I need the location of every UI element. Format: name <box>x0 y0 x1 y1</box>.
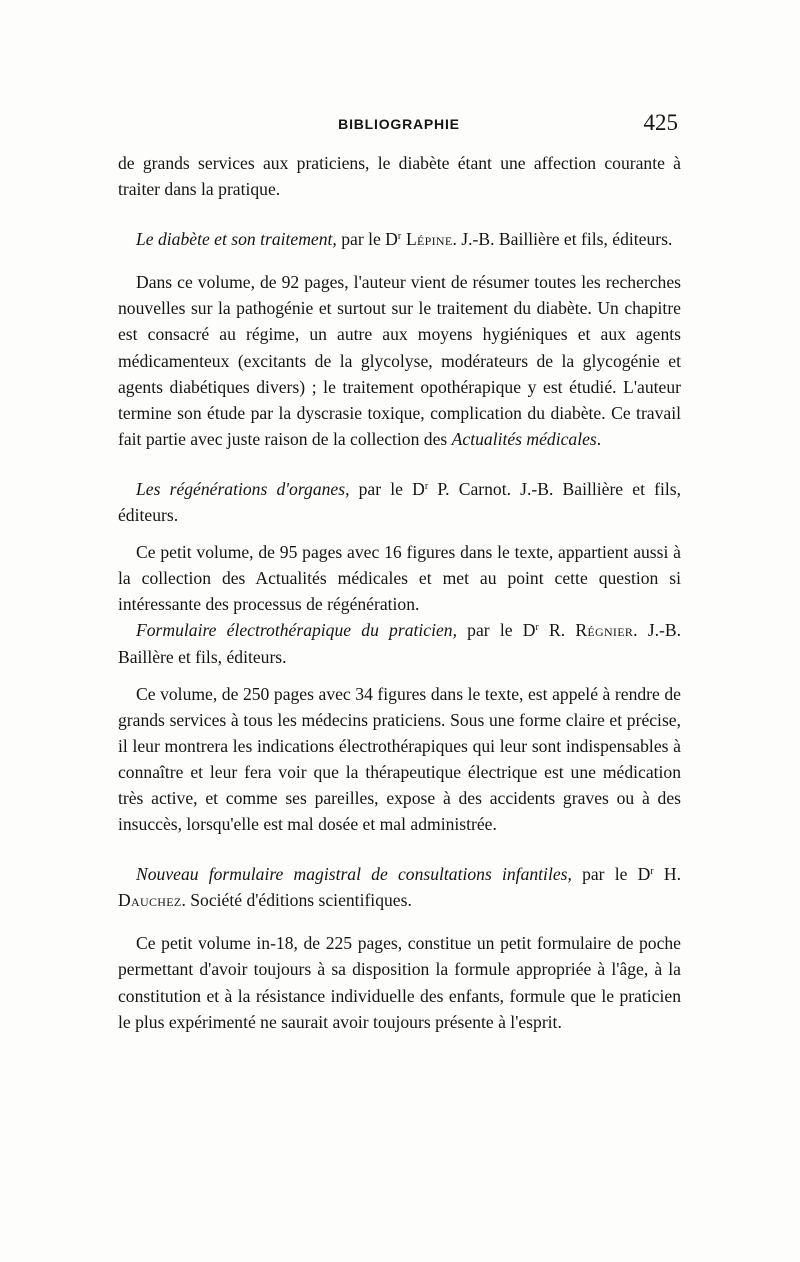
review-1-dr-sup: r <box>397 231 402 243</box>
text-block <box>118 150 681 1035</box>
review-3-body: Ce volume, de 250 pages avec 34 figures dans le texte, est appelé à rendre de grands services à tous les médecins praticiens. Sous une forme claire et précise, il leur montrera les indications électrothérapiques qui leur sont indispensables à connaître et leur fera voir que la thérapeutique électrique est une médication très active, et comme ses pareilles, expose à des accidents graves ou à des insuccès, lorsqu'elle est mal dosée et mal administrée. <box>118 683 681 835</box>
review-1-by: par le D <box>336 229 398 250</box>
review-4-dr-sup: r <box>650 866 654 878</box>
review-4-publisher: . Société d'éditions scientifiques. <box>181 890 412 911</box>
review-4-initial: H. <box>653 864 681 885</box>
review-2-title: Les régénérations d'organes, <box>136 478 350 499</box>
review-2-dr-sup: r <box>424 480 429 492</box>
review-2-rest: P. Carnot. J.-B. Baillière et fils, éditeurs. <box>118 478 681 526</box>
review-1-title: Le diabète et son traitement, <box>136 229 337 250</box>
review-1-publisher: . J.-B. Baillière et fils, éditeurs. <box>452 229 673 250</box>
page-number: 425 <box>643 110 678 135</box>
review-4-author: Dauchez <box>118 890 182 911</box>
review-2-body: Ce petit volume, de 95 pages avec 16 figures dans le texte, appartient aussi à la collection des Actualités médicales et met au point cette question si intéressante des processus de régénération. <box>118 542 681 615</box>
review-4-by: par le D <box>571 864 651 885</box>
running-head <box>118 110 680 142</box>
review-3-by: par le D <box>456 620 536 641</box>
review-1-heading <box>118 226 681 252</box>
review-3-publisher: . J.-B. Baillère et fils, éditeurs. <box>118 620 681 667</box>
review-1-author: Lépine <box>401 229 453 250</box>
review-3-heading <box>118 617 681 669</box>
review-3-title: Formulaire électrothérapique du praticien, <box>136 620 457 641</box>
review-4-heading <box>118 861 681 913</box>
review-1-body-end: . <box>596 428 602 449</box>
review-2-heading <box>118 476 681 528</box>
review-3-author: Régnier <box>575 620 634 641</box>
review-2-by: par le D <box>349 478 425 499</box>
running-title: BIBLIOGRAPHIE <box>338 116 460 132</box>
review-3-initial: R. <box>538 620 576 641</box>
review-3-dr-sup: r <box>535 622 539 634</box>
review-1-collection-name: Actualités médicales <box>451 428 597 449</box>
continuation-paragraph: de grands services aux praticiens, le diabète étant une affection courante à traiter dans la pratique. <box>118 153 681 200</box>
review-1-body-text: Dans ce volume, de 92 pages, l'auteur vient de résumer toutes les recherches nouvelles sur la pathogénie et surtout sur le traitement du diabète. Un chapitre est consacré au régime, un autre aux moyens hygiéniques et aux agents médicamenteux (excitants de la glycolyse, modérateurs de la glycogénie et agents diabétiques divers) ; le traitement opothérapique y est étudié. L'auteur termine son étude par la dyscrasie toxique, complication du diabète. Ce travail fait partie avec juste raison de la collection des <box>118 272 681 449</box>
review-4-title: Nouveau formulaire magistral de consultations infantiles, <box>136 864 572 885</box>
review-1-body <box>118 269 681 452</box>
review-4-body: Ce petit volume in-18, de 225 pages, constitue un petit formulaire de poche permettant d'avoir toujours à sa disposition la formule appropriée à l'âge, à la constitution et à la résistance individuelle des enfants, formule que le praticien le plus expérimenté ne saurait avoir toujours présente à l'esprit. <box>118 933 681 1032</box>
